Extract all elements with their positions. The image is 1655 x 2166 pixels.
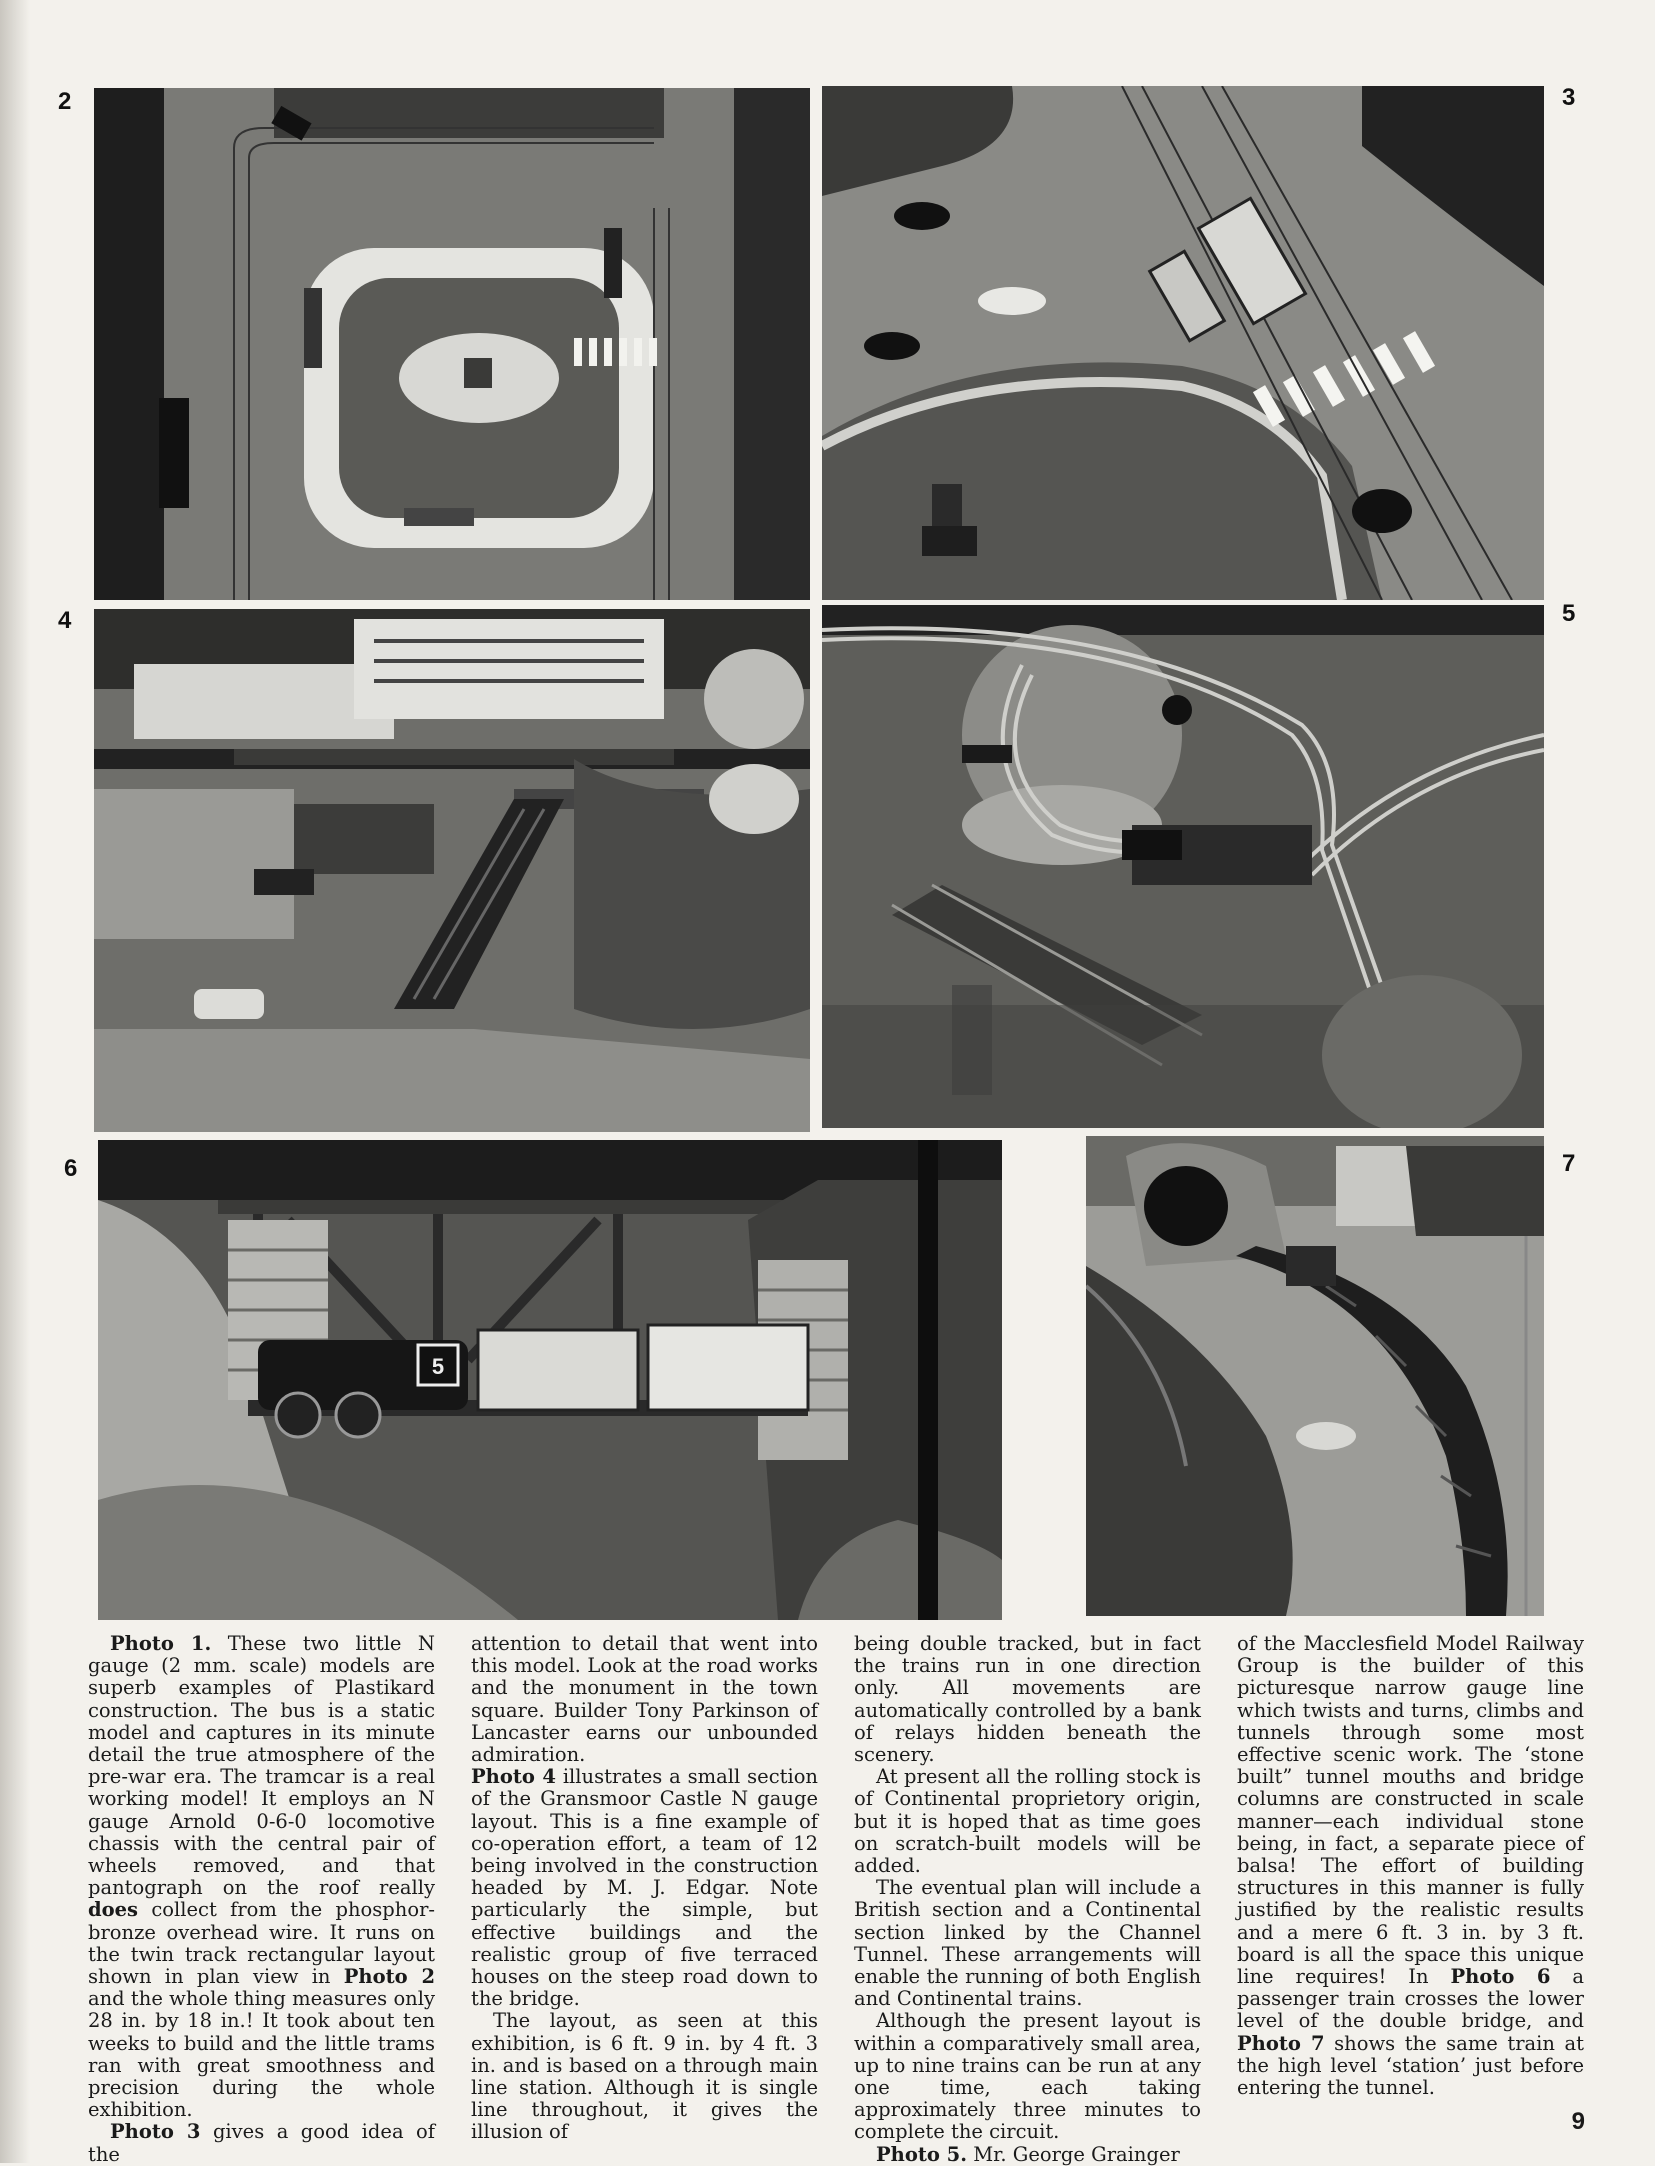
text-column-1 — [88, 1633, 435, 2166]
paragraph-photo-5: Photo 5. Mr. George Grainger — [876, 2142, 1180, 2166]
figure-number-5: 5 — [1562, 600, 1576, 627]
photo-6-bridge-train — [98, 1140, 1002, 1620]
paragraph-photo-4: Photo 4 illustrates a small section of the Gransmoor Castle N gauge layout. This is a fine example of co-operation effort, a team of 12 being involved in the construction headed by M. J. Edgar. Note particularly the simple, but effective buildings and the realistic group of five terraced houses on the steep road down to the bridge. — [471, 1765, 818, 2011]
paragraph: The layout, as seen at this exhibition, is 6 ft. 9 in. by 4 ft. 3 in. and is based on a through main line station. Although it is single line throughout, it gives the illusion of — [471, 2009, 818, 2144]
paragraph-photo-6-7: of the Macclesfield Model Railway Group is the builder of this picturesque narrow gauge line which twists and turns, climbs and tunnels through some most effective scenic work. The ‘stone built” tunnel mouths and bridge columns are constructed in scale manner—each individual stone being, in fact, a separate piece of balsa! The effort of building structures in this manner is fully justified by the realistic results and a mere 6 ft. 3 in. by 3 ft. board is all the space this unique line requires! In Photo 6 a passenger train crosses the lower level of the double bridge, and Photo 7 shows the same train at the high level ‘station’ just before entering the tunnel. — [1237, 1632, 1584, 2100]
photo-2-tram-layout — [94, 88, 810, 600]
paragraph-photo-1: Photo 1. These two little N gauge (2 mm. scale) models are superb examples of Plastikard construction. The bus is a static model and captures in its minute detail the true atmosphere of the pre-war era. The tramcar is a real working model! It employs an N gauge Arnold 0-6-0 locomotive chassis with the central pair of wheels removed, and that pantograph on the roof really does collect from the phosphor-bronze overhead wire. It runs on the twin track rectangular layout shown in plan view in Photo 2 and the whole thing measures only 28 in. by 18 in.! It took about ten weeks to build and the little trams ran with great smoothness and precision during the whole exhibition. — [88, 1632, 436, 2122]
binding-shadow — [0, 0, 30, 2163]
photo-7-high-level-station — [1086, 1136, 1544, 1616]
figure-number-6: 6 — [64, 1155, 78, 1182]
paragraph: being double tracked, but in fact the trains run in one direction only. All movements are automatically controlled by a bank of relays hidden beneath the scenery. — [854, 1632, 1201, 1767]
text-column-4 — [1237, 1633, 1584, 2166]
figure-number-3: 3 — [1562, 84, 1576, 111]
figure-number-2: 2 — [58, 88, 72, 115]
photo-3-street-scene — [822, 86, 1544, 600]
paragraph: attention to detail that went into this model. Look at the road works and the monument in the town square. Builder Tony Parkinson of Lancaster earns our unbounded admiration. — [471, 1632, 818, 1767]
locomotive-number: 5 — [431, 1354, 445, 1379]
text-column-3 — [854, 1633, 1201, 2166]
figure-number-7: 7 — [1562, 1150, 1576, 1177]
paragraph: Although the present layout is within a comparatively small area, up to nine trains can be run at any one time, each taking approximately three minutes to complete the circuit. — [854, 2009, 1201, 2144]
photo-4-gransmoor-castle — [94, 609, 810, 1132]
article-body — [88, 1633, 1585, 2166]
paragraph-photo-3: Photo 3 gives a good idea of the — [88, 2120, 435, 2166]
text-column-2 — [471, 1633, 818, 2166]
photo-5-narrow-gauge — [822, 605, 1544, 1128]
figure-number-4: 4 — [58, 607, 72, 634]
page-number: 9 — [1571, 2108, 1585, 2135]
paragraph: The eventual plan will include a British section and a Continental section linked by the Channel Tunnel. These arrangements will enable the running of both English and Continental trains. — [854, 1876, 1201, 2011]
paragraph: At present all the rolling stock is of Continental proprietory origin, but it is hoped that as time goes on scratch-built models will be added. — [854, 1765, 1201, 1878]
